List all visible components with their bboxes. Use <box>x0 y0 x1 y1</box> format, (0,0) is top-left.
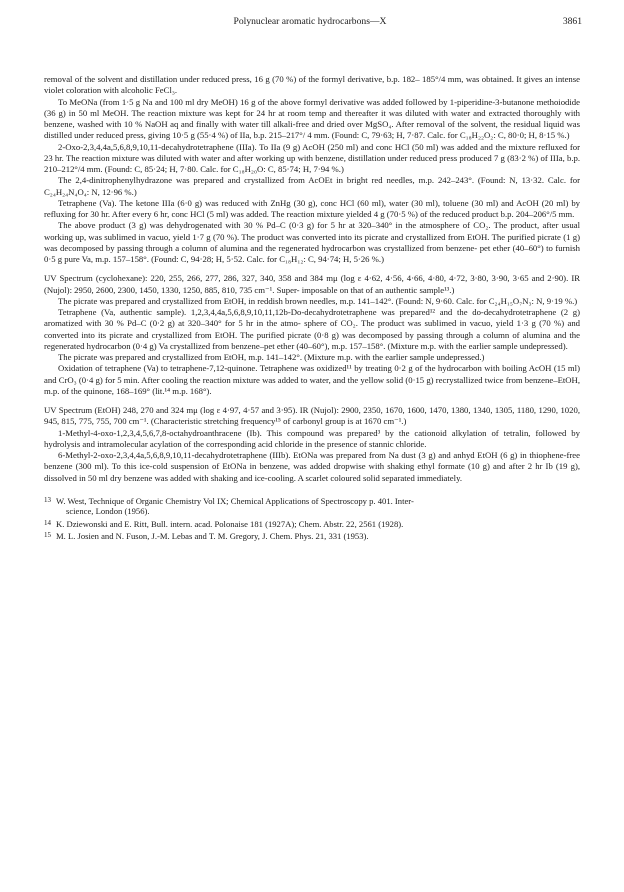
paragraph: Tetraphene (Va, authentic sample). 1,2,3,4,4a,5,6,8,9,10,11,12b-Do-decahydrotetraphene was prepared¹² and the do-decahydrotetraphene (2 g) aromatized with 30 % Pd–C (0·2 g) at 320–340° for 5 hr in the atmo- sphere of CO₂. The product was sublimed in vacuo, yield 1·3 g (70 %) and converted into its picrate and crystallized from EtOH. The purified picrate (0·8 g) was decomposed by passing through a column of alumina and the regenerated hydrocarbon (0·4 g) Va crystallized from benzene–pet ether (40–60°), m.p. 157–158°. (Mixture m.p. with the earlier sample undepressed). <box>44 307 581 351</box>
page-number: 3861 <box>562 16 582 27</box>
paragraph: Oxidation of tetraphene (Va) to tetraphene-7,12-quinone. Tetraphene was oxidized¹¹ by treating 0·2 g of the hydrocarbon with boiling AcOH (15 ml) and CrO₃ (0·4 g) for 5 min. After cooling the reaction mixture was added to water, and the yellow solid (0·15 g) recrystallized twice from benzene–EtOH, m.p. of the quinone, 168–169° (lit.¹⁴ m.p. 168°). <box>44 363 581 396</box>
paragraph: removal of the solvent and distillation under reduced press, 16 g (70 %) of the formyl derivative, b.p. 182– 185°/4 mm, was obtained. It gives an intense violet coloration with alcoholic FeCl₃. <box>44 74 581 96</box>
paragraph: 2-Oxo-2,3,4,4a,5,6,8,9,10,11-decahydrotetraphene (IIIa). To IIa (9 g) AcOH (250 ml) and conc HCl (50 ml) was added and the mixture refluxed for 23 hr. The reaction mixture was diluted with water and after working up with benzene, distillation under reduced press produced 7 g (83·2 %) of IIIa, b.p. 210–212°/4 mm. (Found: C, 85·24; H, 7·80. Calc. for C₁₈H₂₀O: C, 85·74; H, 7·94 %.) <box>44 141 581 174</box>
paragraph: 1-Methyl-4-oxo-1,2,3,4,5,6,7,8-octahydroanthracene (Ib). This compound was prepared³ by the cationoid alkylation of tetralin, followed by hydrolysis and intramolecular acylation of the corresponding acid chloride in the presence of stannic chloride. <box>44 427 580 449</box>
spectrum-paragraph: UV Spectrum (cyclohexane): 220, 255, 266, 277, 286, 327, 340, 358 and 384 mμ (log ε 4·62, 4·56, 4·66, 4·80, 4·72, 3·80, 3·90, 3·65 and 2·90). IR (Nujol): 2950, 2600, 2300, 1450, 1330, 1250, 885, 810, 735 cm⁻¹. Super- imposable on that of an authentic sample¹³.) <box>44 273 581 295</box>
article-body <box>44 74 580 544</box>
paragraph: Tetraphene (Va). The ketone IIIa (6·0 g) was reduced with ZnHg (30 g), conc HCl (60 ml), water (30 ml), toluene (30 ml) and AcOH (20 ml) by refluxing for 30 hr. After every 6 hr, conc HCl (5 ml) was added. The reaction mixture yielded 4 g (70·5 %) of the reduced product b.p. 204–206°/5 mm. <box>44 197 581 219</box>
footnote-text: M. L. Josien and N. Fuson, J.-M. Lebas and T. M. Gregory, J. Chem. Phys. 21, 331 (1953). <box>56 531 369 542</box>
footnote-text: K. Dziewonski and E. Ritt, Bull. intern. acad. Polonaise 181 (1927A); Chem. Abstr. 22, 2561 (1928). <box>56 518 404 529</box>
paragraph: The above product (3 g) was dehydrogenated with 30 % Pd–C (0·3 g) for 5 hr at 320–340° in the atmosphere of CO₂. The product, after usual working up, was sublimed in vacuo, yield 1·7 g (70 %). The product was converted into its picrate and crystallized from EtOH. The purified picrate (1 g) was decomposed by passing through a column of alumina and the regenerated hydrocarbon was crystallized from benzene- pet ether (40–60°) to furnish 0·5 g pure Va, m.p. 157–158°. (Found: C, 94·28; H, 5·52. Calc. for C₁₈H₁₂: C, 94·74; H, 5·26 %.) <box>44 220 581 264</box>
spectrum-paragraph: UV Spectrum (EtOH) 248, 270 and 324 mμ (log ε 4·97, 4·57 and 3·95). IR (Nujol): 2900, 2350, 1670, 1600, 1470, 1380, 1340, 1305, 1180, 1290, 1020, 945, 815, 775, 755, 700 cm⁻¹. (Characteristic stretching frequency¹⁵ of carbonyl group is at 1670 cm⁻¹.) <box>44 405 580 427</box>
paragraph: 6-Methyl-2-oxo-2,3,4,4a,5,6,8,9,10,11-decahydrotetraphene (IIIb). EtONa was prepared from Na dust (3 g) and anhyd EtOH (6 g) in thiophene-free benzene (300 ml). To this ice-cold suspension of EtONa in benzene, was added dropwise with shaking ethyl formate (10 g) and after 2 hr Ib (19 g), dissolved in 50 ml dry benzene was added with shaking and ice-cooling. A scarlet coloured solid separated immediately. <box>44 450 581 483</box>
footnotes <box>44 496 580 542</box>
footnote <box>44 519 580 530</box>
footnote-number: 14 <box>44 518 51 527</box>
paragraph: The 2,4-dinitrophenylhydrazone was prepared and crystallized from AcOEt in bright red needles, m.p. 242–243°. (Found: N, 13·32. Calc. for C₂₄H₂₄N₄O₄: N, 12·96 %.) <box>44 175 581 197</box>
footnote <box>44 496 580 517</box>
footnote <box>44 531 580 542</box>
paragraph: The picrate was prepared and crystallized from EtOH, in reddish brown needles, m.p. 141–142°. (Found: N, 9·60. Calc. for C₂₄H₁₅O₇N₃: N, 9·19 %.) <box>58 295 578 306</box>
page-header <box>38 16 582 30</box>
paragraph: To MeONa (from 1·5 g Na and 100 ml dry MeOH) 16 g of the above formyl derivative was added followed by 1-piperidine-3-butanone methoiodide (36 g) in 50 ml MeOH. The reaction mixture was kept for 24 hr at room temp and thereafter it was diluted with water and extracted thoroughly with benzene, washed with 10 % NaOH aq and finally with water till alkali-free and dried over MgSO₄. After removal of the solvent, the residual liquid was distilled under reduced press, giving 10·5 g (55·4 %) of IIa, b.p. 215–217°/ 4 mm. (Found: C, 79·63; H, 7·87. Calc. for C₁₈H₂₂O₂: C, 80·0; H, 8·15 %.) <box>44 96 581 141</box>
footnote-number: 15 <box>44 531 51 540</box>
paragraph: The picrate was prepared and crystallized from EtOH, m.p. 141–142°. (Mixture m.p. with the earlier sample undepressed.) <box>58 352 485 362</box>
footnote-text: W. West, Technique of Organic Chemistry Vol IX; Chemical Applications of Spectroscopy p. 401. Inter- science, London (1956). <box>56 495 414 517</box>
running-title: Polynuclear aromatic hydrocarbons—X <box>233 16 387 27</box>
footnote-number: 13 <box>44 495 51 504</box>
